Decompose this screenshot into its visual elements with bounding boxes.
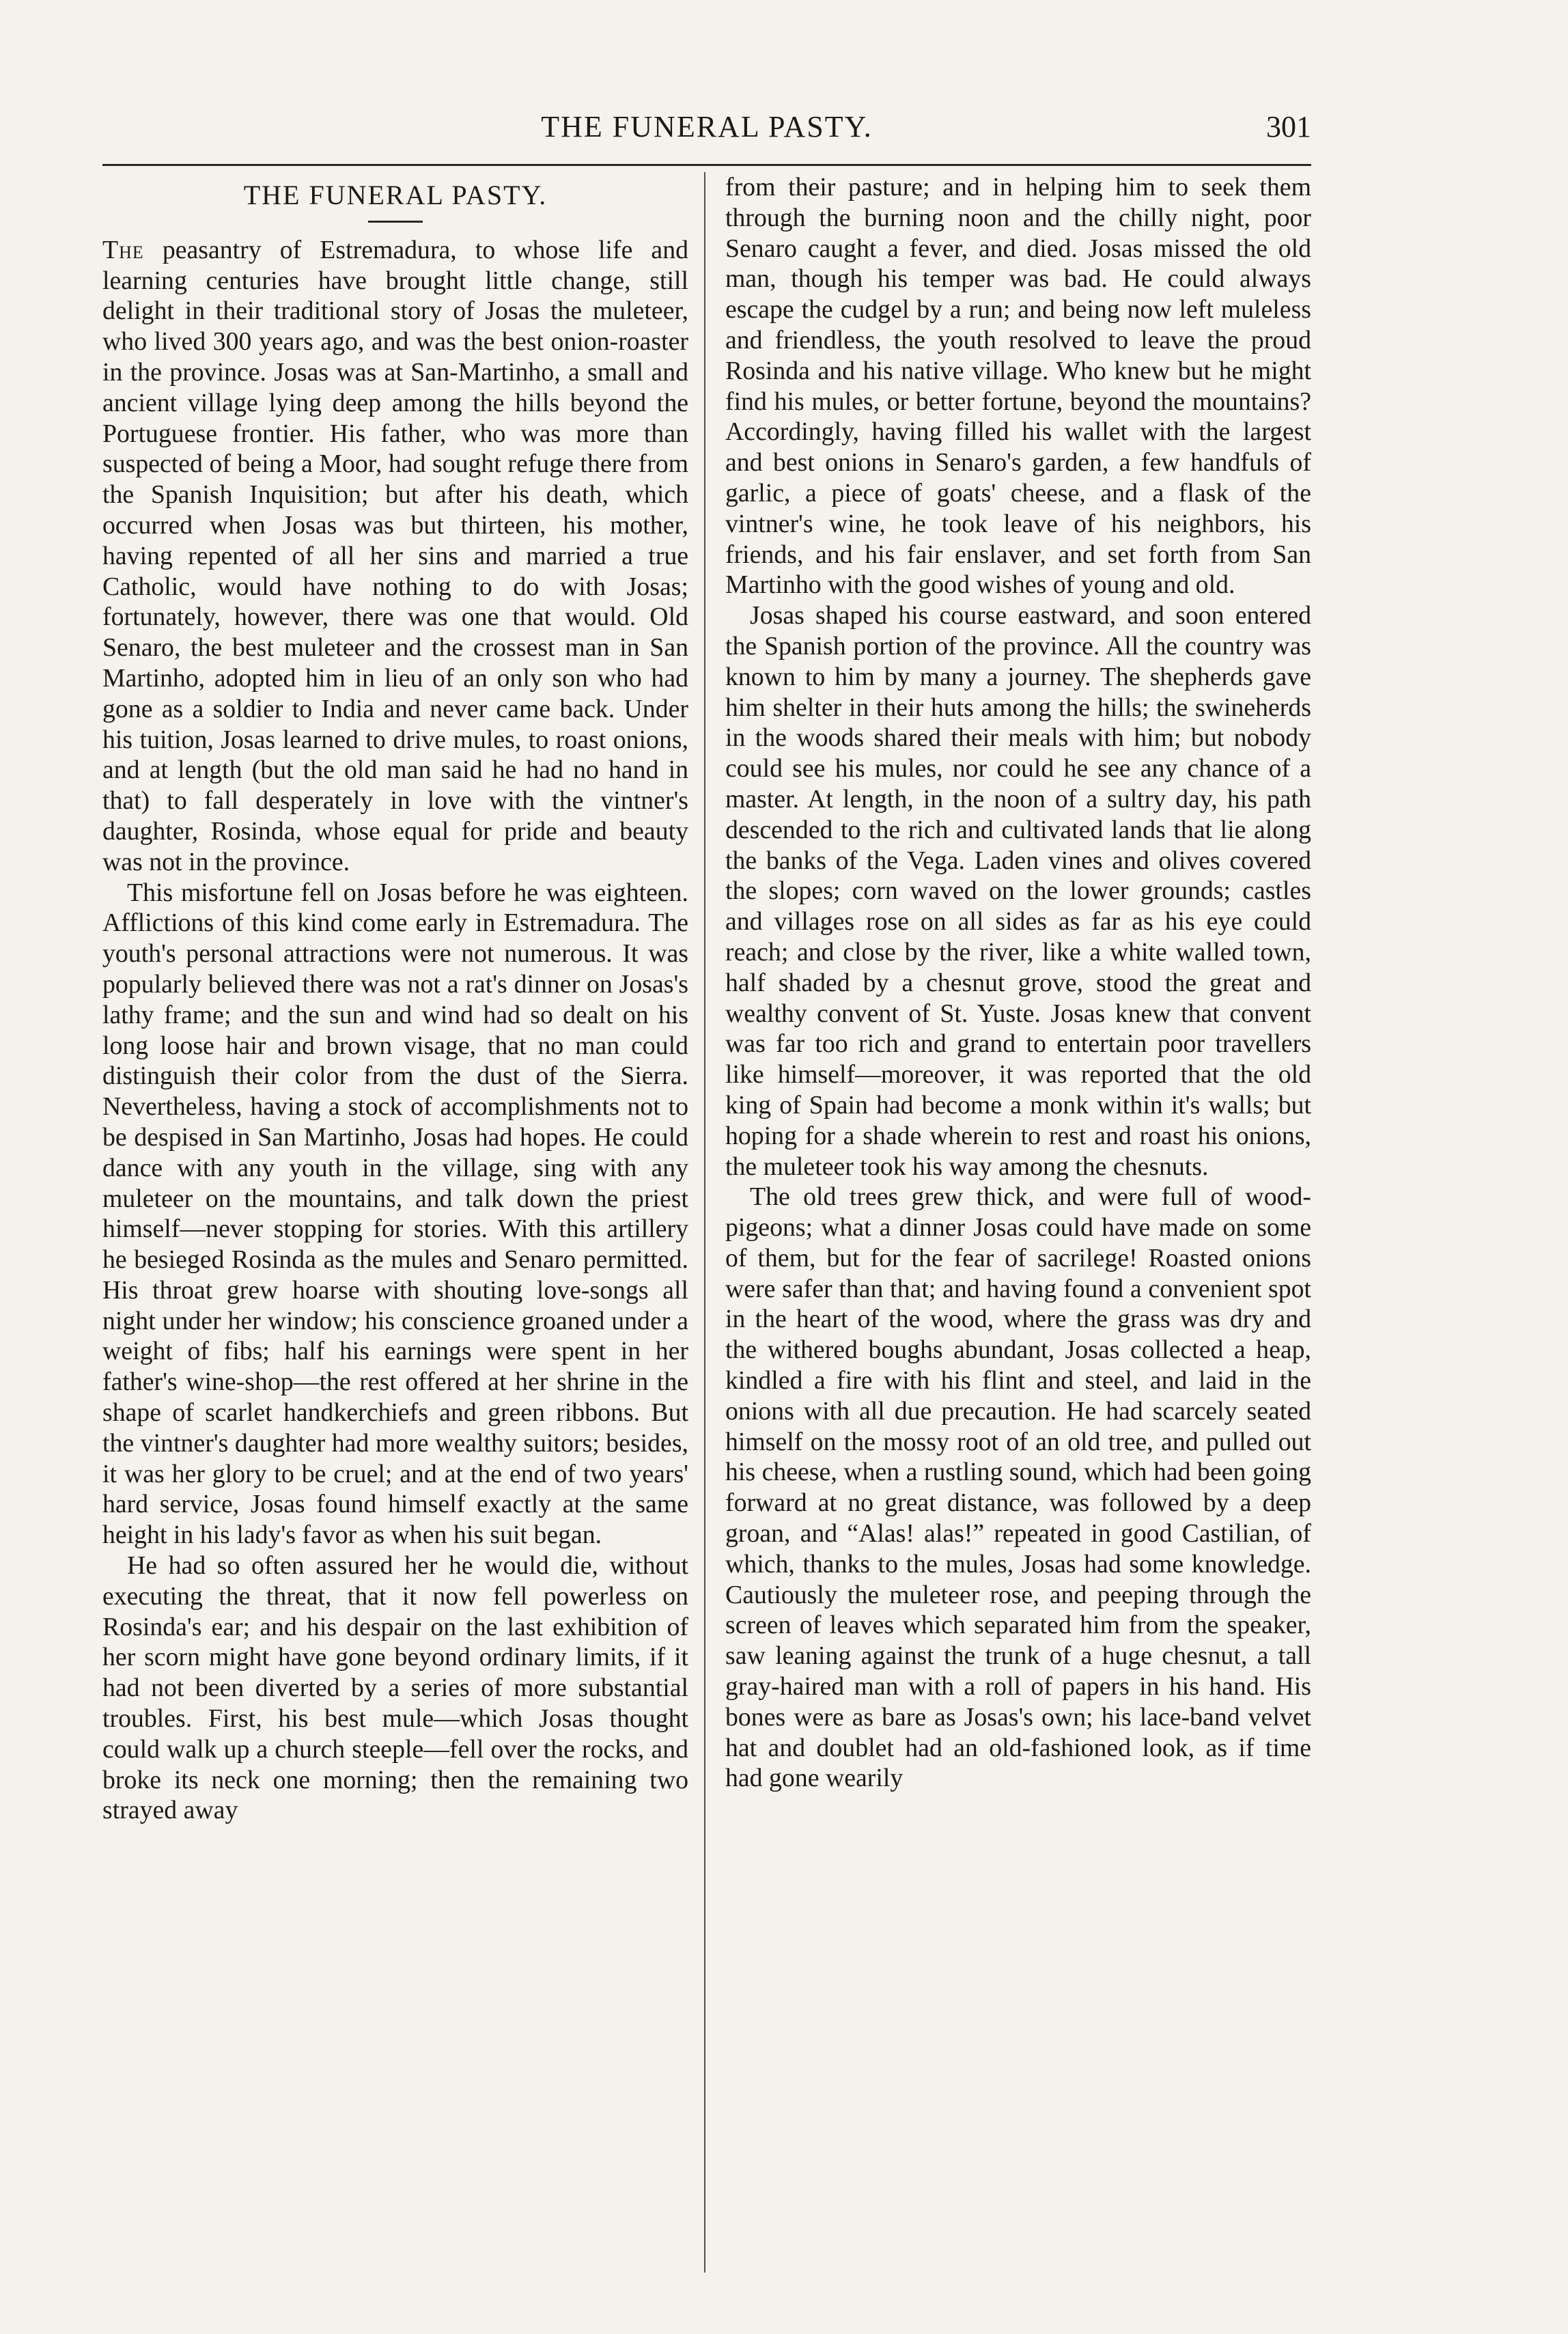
header-rule bbox=[102, 164, 1311, 166]
paragraph: He had so often assured her he would die, without executing the threat, that it now fell powerless on Rosinda's ear; and his despair on the last exhibition of her scorn might have gone beyond ordinary limits, if it had not been diverted by a series of more substantial troubles. First, his best mule—which Josas thought could walk up a church steeple—fell over the rocks, and broke its neck one morning; then the remaining two strayed away bbox=[102, 1551, 688, 1825]
lead-word: The bbox=[102, 235, 144, 264]
column-divider bbox=[704, 172, 705, 2273]
paragraph-text: peasantry of Estremadura, to whose life and learning centuries have brought little change, still delight in their traditional story of Josas the muleteer, who lived 300 years ago, and was the best onion-roaster in the province. Josas was at San-Martinho, a small and ancient village lying deep among the hills beyond the Portuguese frontier. His father, who was more than suspected of being a Moor, had sought refuge there from the Spanish Inquisition; but after his death, which occurred when Josas was but thirteen, his mother, having repented of all her sins and married a true Catholic, would have nothing to do with Josas; fortunately, however, there was one that would. Old Senaro, the best muleteer and the crossest man in San Martinho, adopted him in lieu of an only son who had gone as a soldier to India and never came back. Under his tuition, Josas learned to drive mules, to roast onions, and at length (but the old man said he had no hand in that) to fall desperately in love with the vintner's daughter, Rosinda, whose equal for pride and beauty was not in the province. bbox=[102, 235, 688, 876]
paragraph: The old trees grew thick, and were full of wood-pigeons; what a dinner Josas could have made on some of them, but for the fear of sacrilege! Roasted onions were safer than that; and having found a convenient spot in the heart of the wood, where the grass was dry and the withered boughs abundant, Josas collected a heap, kindled a fire with his flint and steel, and laid in the onions with all due precaution. He had scarcely seated himself on the mossy root of an old tree, and pulled out his cheese, when a rustling sound, which had been going forward at no great distance, was followed by a deep groan, and “Alas! alas!” repeated in good Castilian, of which, thanks to the mules, Josas had some knowledge. Cautiously the muleteer rose, and peeping through the screen of leaves which separated him from the speaker, saw leaning against the trunk of a huge chesnut, a tall gray-haired man with a roll of papers in his hand. His bones were as bare as Josas's own; his lace-band velvet hat and doublet had an old-fashioned look, as if time had gone wearily bbox=[725, 1182, 1311, 1793]
right-column bbox=[725, 172, 1311, 2273]
left-column bbox=[102, 172, 688, 2273]
running-title: THE FUNERAL PASTY. bbox=[541, 110, 873, 143]
paragraph: This misfortune fell on Josas before he was eighteen. Afflictions of this kind come early in Estremadura. The youth's personal attractions were not numerous. It was popularly believed there was not a rat's dinner on Josas's lathy frame; and the sun and wind had so dealt on his long loose hair and brown visage, that no man could distinguish their color from the dust of the Sierra. Nevertheless, having a stock of accomplishments not to be despised in San Martinho, Josas had hopes. He could dance with any youth in the village, sing with any muleteer on the mountains, and talk down the priest himself—never stopping for stories. With this artillery he besieged Rosinda as the mules and Senaro permitted. His throat grew hoarse with shouting love-songs all night under her window; his conscience groaned under a weight of fibs; half his earnings were spent in her father's wine-shop—the rest offered at her shrine in the shape of scarlet handkerchiefs and green ribbons. But the vintner's daughter had more wealthy suitors; besides, it was her glory to be cruel; and at the end of two years' hard service, Josas found himself exactly at the same height in his lady's favor as when his suit began. bbox=[102, 878, 688, 1550]
page-number: 301 bbox=[1266, 110, 1311, 143]
paragraph: Josas shaped his course eastward, and soon entered the Spanish portion of the province. All the country was known to him by many a journey. The shepherds gave him shelter in their huts among the hills; the swineherds in the woods shared their meals with him; but nobody could see his mules, nor could he see any chance of a master. At length, in the noon of a sultry day, his path descended to the rich and cultivated lands that lie along the banks of the Vega. Laden vines and olives covered the slopes; corn waved on the lower grounds; castles and villages rose on all sides as far as his eye could reach; and close by the river, like a white walled town, half shaded by a chesnut grove, stood the great and wealthy convent of St. Yuste. Josas knew that convent was far too rich and grand to entertain poor travellers like himself—moreover, it was reported that the old king of Spain had become a monk within it's walls; but hoping for a shade wherein to rest and roast his onions, the muleteer took his way among the chesnuts. bbox=[725, 601, 1311, 1181]
article-title: THE FUNERAL PASTY. bbox=[243, 180, 548, 210]
running-head bbox=[102, 109, 1311, 158]
paragraph bbox=[102, 235, 688, 878]
title-rule bbox=[368, 221, 423, 223]
paragraph: from their pasture; and in helping him to seek them through the burning noon and the chilly night, poor Senaro caught a fever, and died. Josas missed the old man, though his temper was bad. He could always escape the cudgel by a run; and being now left muleless and friendless, the youth resolved to leave the proud Rosinda and his native village. Who knew but he might find his mules, or better fortune, beyond the mountains? Accordingly, having filled his wallet with the largest and best onions in Senaro's garden, a few handfuls of garlic, a piece of goats' cheese, and a flask of the vintner's wine, he took leave of his neighbors, his friends, and his fair enslaver, and set forth from San Martinho with the good wishes of young and old. bbox=[725, 173, 1311, 600]
